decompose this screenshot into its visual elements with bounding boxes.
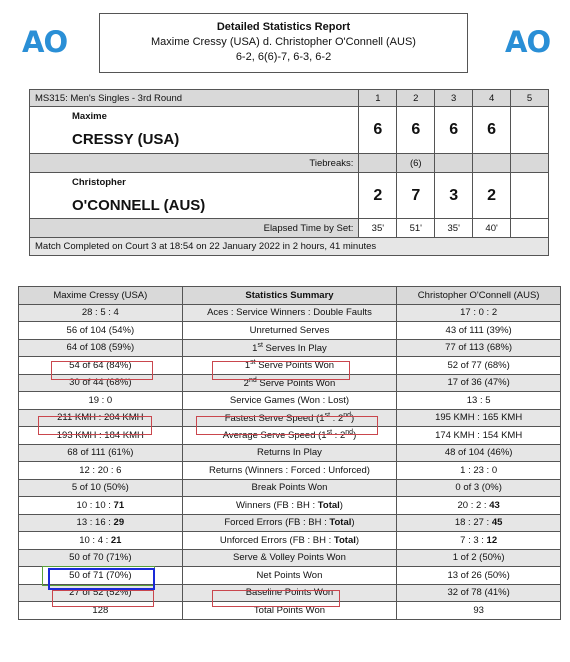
- elapsed-value: 40': [473, 219, 511, 238]
- set-header: 3: [435, 90, 473, 107]
- stat-value-p2: 32 of 78 (41%): [397, 584, 561, 602]
- stats-row: [19, 549, 561, 567]
- stats-row: [19, 462, 561, 480]
- stat-value-p1: 64 of 108 (59%): [19, 339, 183, 357]
- stat-label: Unreturned Serves: [182, 322, 397, 340]
- stat-value-p1: 13 : 16 : 29: [19, 514, 183, 532]
- player2-set-score: [511, 173, 549, 219]
- tiebreak-value: [435, 154, 473, 173]
- tiebreak-value: [511, 154, 549, 173]
- stats-row: [19, 304, 561, 322]
- stat-label: 1st Serves In Play: [182, 339, 397, 357]
- tiebreak-value: [473, 154, 511, 173]
- player1-set-score: 6: [435, 107, 473, 154]
- stats-row: [19, 339, 561, 357]
- stat-label: Winners (FB : BH : Total): [182, 497, 397, 515]
- player1-name-cell: [30, 107, 359, 154]
- elapsed-label: Elapsed Time by Set:: [30, 219, 359, 238]
- stat-value-p1: 50 of 70 (71%): [19, 549, 183, 567]
- stats-row: [19, 357, 561, 375]
- stat-label: Returns In Play: [182, 444, 397, 462]
- stats-row: [19, 514, 561, 532]
- tiebreaks-label: Tiebreaks:: [30, 154, 359, 173]
- set-header: 5: [511, 90, 549, 107]
- statistics-summary-table: [18, 286, 561, 620]
- stat-label: Net Points Won: [182, 567, 397, 585]
- player1-first-name: Maxime: [72, 111, 107, 122]
- report-header: [99, 13, 468, 73]
- stats-row: [19, 322, 561, 340]
- player2-set-score: 3: [435, 173, 473, 219]
- stat-value-p2: 43 of 111 (39%): [397, 322, 561, 340]
- stat-value-p1: 30 of 44 (68%): [19, 374, 183, 392]
- stat-value-p2: 17 of 36 (47%): [397, 374, 561, 392]
- stat-label: Serve & Volley Points Won: [182, 549, 397, 567]
- stat-label: Aces : Service Winners : Double Faults: [182, 304, 397, 322]
- player2-set-score: 2: [359, 173, 397, 219]
- stat-label: Total Points Won: [182, 602, 397, 620]
- player2-set-score: 7: [397, 173, 435, 219]
- tiebreak-value: (6): [397, 154, 435, 173]
- set-header: 1: [359, 90, 397, 107]
- stat-value-p2: 13 of 26 (50%): [397, 567, 561, 585]
- player1-set-score: [511, 107, 549, 154]
- stat-value-p2: 18 : 27 : 45: [397, 514, 561, 532]
- stat-value-p2: 1 of 2 (50%): [397, 549, 561, 567]
- stat-value-p2: 0 of 3 (0%): [397, 479, 561, 497]
- set-header: 4: [473, 90, 511, 107]
- stat-value-p1: 10 : 4 : 21: [19, 532, 183, 550]
- stats-row: [19, 479, 561, 497]
- match-line: Maxime Cressy (USA) d. Christopher O'Connell (AUS): [151, 36, 416, 48]
- stats-row: [19, 532, 561, 550]
- player2-set-score: 2: [473, 173, 511, 219]
- round-label: MS315: Men's Singles - 3rd Round: [30, 90, 359, 107]
- match-score-table: [29, 89, 549, 256]
- report-title: Detailed Statistics Report: [216, 21, 351, 33]
- elapsed-value: 35': [435, 219, 473, 238]
- stat-value-p2: 7 : 3 : 12: [397, 532, 561, 550]
- stat-value-p1: 50 of 71 (70%): [19, 567, 183, 585]
- stat-value-p1: 211 KMH : 204 KMH: [19, 409, 183, 427]
- player2-last-name: O'CONNELL (AUS): [72, 197, 206, 214]
- ao-logo-right: AO: [505, 25, 551, 59]
- stat-label: Service Games (Won : Lost): [182, 392, 397, 410]
- player1-set-score: 6: [359, 107, 397, 154]
- stat-value-p2: 77 of 113 (68%): [397, 339, 561, 357]
- ao-logo-left: AO: [22, 25, 68, 59]
- stat-value-p2: 20 : 2 : 43: [397, 497, 561, 515]
- stats-header-p1: Maxime Cressy (USA): [19, 287, 183, 305]
- set-header: 2: [397, 90, 435, 107]
- stat-value-p2: 174 KMH : 154 KMH: [397, 427, 561, 445]
- elapsed-value: 35': [359, 219, 397, 238]
- elapsed-value: 51': [397, 219, 435, 238]
- stat-value-p1: 56 of 104 (54%): [19, 322, 183, 340]
- stat-value-p1: 12 : 20 : 6: [19, 462, 183, 480]
- stat-value-p2: 52 of 77 (68%): [397, 357, 561, 375]
- tiebreak-value: [359, 154, 397, 173]
- stat-value-p2: 195 KMH : 165 KMH: [397, 409, 561, 427]
- stats-header-summary: Statistics Summary: [182, 287, 397, 305]
- stat-value-p2: 13 : 5: [397, 392, 561, 410]
- stats-row: [19, 374, 561, 392]
- player1-last-name: CRESSY (USA): [72, 131, 180, 148]
- player1-set-score: 6: [397, 107, 435, 154]
- stats-row: [19, 567, 561, 585]
- stats-header-p2: Christopher O'Connell (AUS): [397, 287, 561, 305]
- score-line: 6-2, 6(6)-7, 6-3, 6-2: [235, 51, 332, 63]
- stat-value-p1: 27 of 52 (52%): [19, 584, 183, 602]
- stats-row: [19, 427, 561, 445]
- stat-value-p1: 5 of 10 (50%): [19, 479, 183, 497]
- stats-row: [19, 602, 561, 620]
- stat-label: Break Points Won: [182, 479, 397, 497]
- elapsed-value: [511, 219, 549, 238]
- stats-row: [19, 409, 561, 427]
- player1-set-score: 6: [473, 107, 511, 154]
- stats-row: [19, 497, 561, 515]
- stat-label: Returns (Winners : Forced : Unforced): [182, 462, 397, 480]
- stats-row: [19, 392, 561, 410]
- stat-label: Forced Errors (FB : BH : Total): [182, 514, 397, 532]
- stat-label: Unforced Errors (FB : BH : Total): [182, 532, 397, 550]
- stat-value-p1: 54 of 64 (84%): [19, 357, 183, 375]
- stat-value-p2: 1 : 23 : 0: [397, 462, 561, 480]
- player2-first-name: Christopher: [72, 177, 126, 188]
- stat-label: 2nd Serve Points Won: [182, 374, 397, 392]
- stat-value-p1: 68 of 111 (61%): [19, 444, 183, 462]
- stat-value-p1: 10 : 10 : 71: [19, 497, 183, 515]
- stat-value-p2: 93: [397, 602, 561, 620]
- stat-label: Fastest Serve Speed (1st : 2nd): [182, 409, 397, 427]
- stat-value-p2: 48 of 104 (46%): [397, 444, 561, 462]
- stats-row: [19, 584, 561, 602]
- stat-value-p1: 193 KMH : 184 KMH: [19, 427, 183, 445]
- stat-value-p1: 28 : 5 : 4: [19, 304, 183, 322]
- stats-row: [19, 444, 561, 462]
- match-completed-note: Match Completed on Court 3 at 18:54 on 22 January 2022 in 2 hours, 41 minutes: [30, 238, 549, 256]
- stat-label: Baseline Points Won: [182, 584, 397, 602]
- stat-label: Average Serve Speed (1st : 2nd): [182, 427, 397, 445]
- stat-value-p2: 17 : 0 : 2: [397, 304, 561, 322]
- stat-value-p1: 19 : 0: [19, 392, 183, 410]
- stat-value-p1: 128: [19, 602, 183, 620]
- stat-label: 1st Serve Points Won: [182, 357, 397, 375]
- player2-name-cell: [30, 173, 359, 219]
